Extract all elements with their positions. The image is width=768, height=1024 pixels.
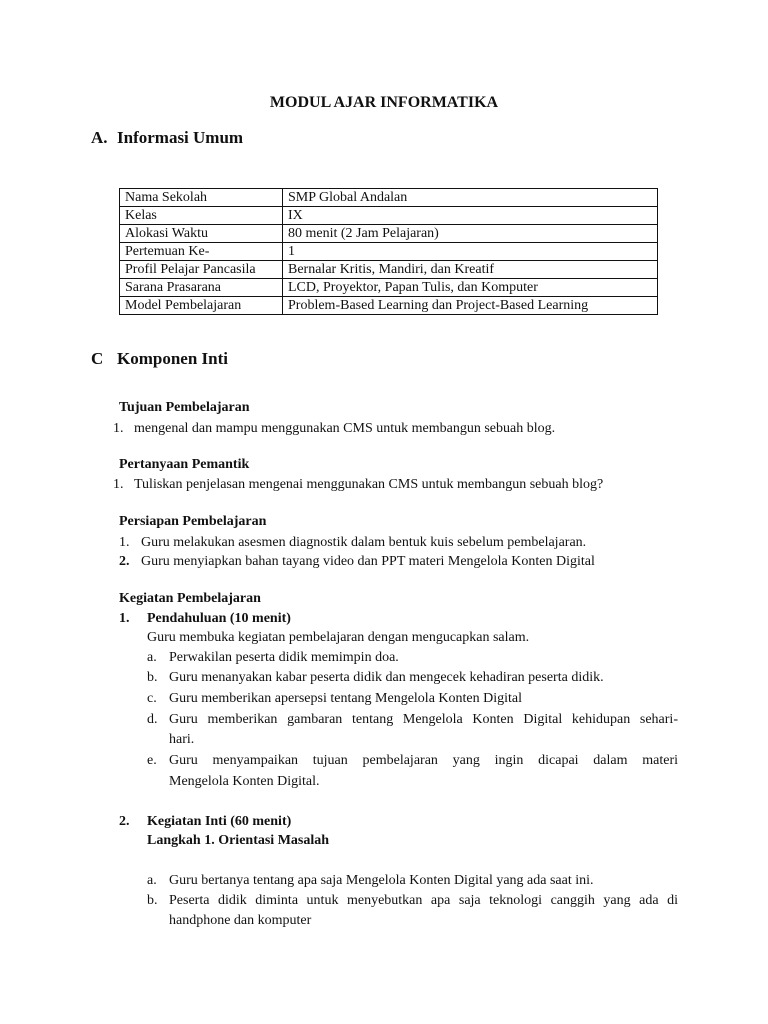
table-cell-value: SMP Global Andalan	[283, 189, 658, 207]
table-row	[120, 261, 658, 279]
table-row	[120, 189, 658, 207]
table-cell-key: Kelas	[120, 207, 283, 225]
pertanyaan-heading: Pertanyaan Pemantik	[119, 457, 250, 472]
table-cell-key: Nama Sekolah	[120, 189, 283, 207]
info-table	[119, 188, 658, 315]
list-item: Guru memberikan gambaran tentang Mengelola Konten Digital kehidupan sehari-	[169, 712, 678, 727]
section-a-label: Informasi Umum	[117, 128, 244, 147]
list-item: Guru menyiapkan bahan tayang video dan PPT materi Mengelola Konten Digital	[141, 554, 595, 569]
table-cell-value: 1	[283, 243, 658, 261]
table-row	[120, 279, 658, 297]
kegiatan-heading: Kegiatan Pembelajaran	[119, 591, 261, 606]
persiapan-heading: Persiapan Pembelajaran	[119, 514, 267, 529]
list-item: Guru bertanya tentang apa saja Mengelola Konten Digital yang ada saat ini.	[169, 873, 594, 888]
table-cell-key: Model Pembelajaran	[120, 297, 283, 315]
list-item-continuation: hari.	[169, 732, 195, 747]
list-item: mengenal dan mampu menggunakan CMS untuk membangun sebuah blog.	[134, 421, 556, 436]
list-item: Guru menanyakan kabar peserta didik dan mengecek kehadiran peserta didik.	[169, 670, 604, 685]
table-row	[120, 207, 658, 225]
table-cell-key: Sarana Prasarana	[120, 279, 283, 297]
table-cell-value: Bernalar Kritis, Mandiri, dan Kreatif	[283, 261, 658, 279]
table-cell-value: Problem-Based Learning dan Project-Based Learning	[283, 297, 658, 315]
pendahuluan-title: Pendahuluan (10 menit)	[147, 611, 291, 626]
list-letter: d.	[147, 712, 158, 727]
list-number: 1.	[113, 421, 124, 436]
inti-title: Kegiatan Inti (60 menit)	[147, 814, 292, 829]
inti-step: Langkah 1. Orientasi Masalah	[147, 833, 330, 848]
list-item: Guru menyampaikan tujuan pembelajaran yang ingin dicapai dalam materi	[169, 753, 678, 768]
table-cell-key: Alokasi Waktu	[120, 225, 283, 243]
list-number: 1.	[113, 477, 124, 492]
table-cell-value: 80 menit (2 Jam Pelajaran)	[283, 225, 658, 243]
pendahuluan-intro: Guru membuka kegiatan pembelajaran dengan mengucapkan salam.	[147, 630, 530, 645]
section-c-label: Komponen Inti	[117, 349, 228, 368]
table-cell-value: IX	[283, 207, 658, 225]
document-title: MODUL AJAR INFORMATIKA	[269, 94, 499, 111]
list-letter: b.	[147, 670, 158, 685]
list-number: 1.	[119, 535, 130, 550]
list-letter: e.	[147, 753, 157, 768]
list-item: Tuliskan penjelasan mengenai menggunakan CMS untuk membangun sebuah blog?	[134, 477, 604, 492]
list-number: 2.	[119, 554, 130, 569]
section-a-heading	[91, 128, 243, 148]
list-letter: a.	[147, 873, 157, 888]
list-item-continuation: handphone dan komputer	[169, 913, 312, 928]
list-letter: b.	[147, 893, 158, 908]
table-row	[120, 225, 658, 243]
table-row	[120, 297, 658, 315]
list-letter: c.	[147, 691, 157, 706]
list-item: Guru memberikan apersepsi tentang Mengelola Konten Digital	[169, 691, 523, 706]
table-row	[120, 243, 658, 261]
list-item: Perwakilan peserta didik memimpin doa.	[169, 650, 399, 665]
list-item: Guru melakukan asesmen diagnostik dalam bentuk kuis sebelum pembelajaran.	[141, 535, 587, 550]
tujuan-heading: Tujuan Pembelajaran	[119, 400, 250, 415]
list-item-continuation: Mengelola Konten Digital.	[169, 774, 320, 789]
section-c-letter: C	[91, 349, 104, 368]
section-a-letter: A.	[91, 128, 108, 147]
list-letter: a.	[147, 650, 157, 665]
list-number: 1.	[119, 611, 130, 626]
table-cell-key: Pertemuan Ke-	[120, 243, 283, 261]
table-cell-value: LCD, Proyektor, Papan Tulis, dan Komputer	[283, 279, 658, 297]
list-item: Peserta didik diminta untuk menyebutkan apa saja teknologi canggih yang ada di	[169, 893, 678, 908]
section-c-heading	[91, 349, 228, 369]
list-number: 2.	[119, 814, 130, 829]
table-cell-key: Profil Pelajar Pancasila	[120, 261, 283, 279]
